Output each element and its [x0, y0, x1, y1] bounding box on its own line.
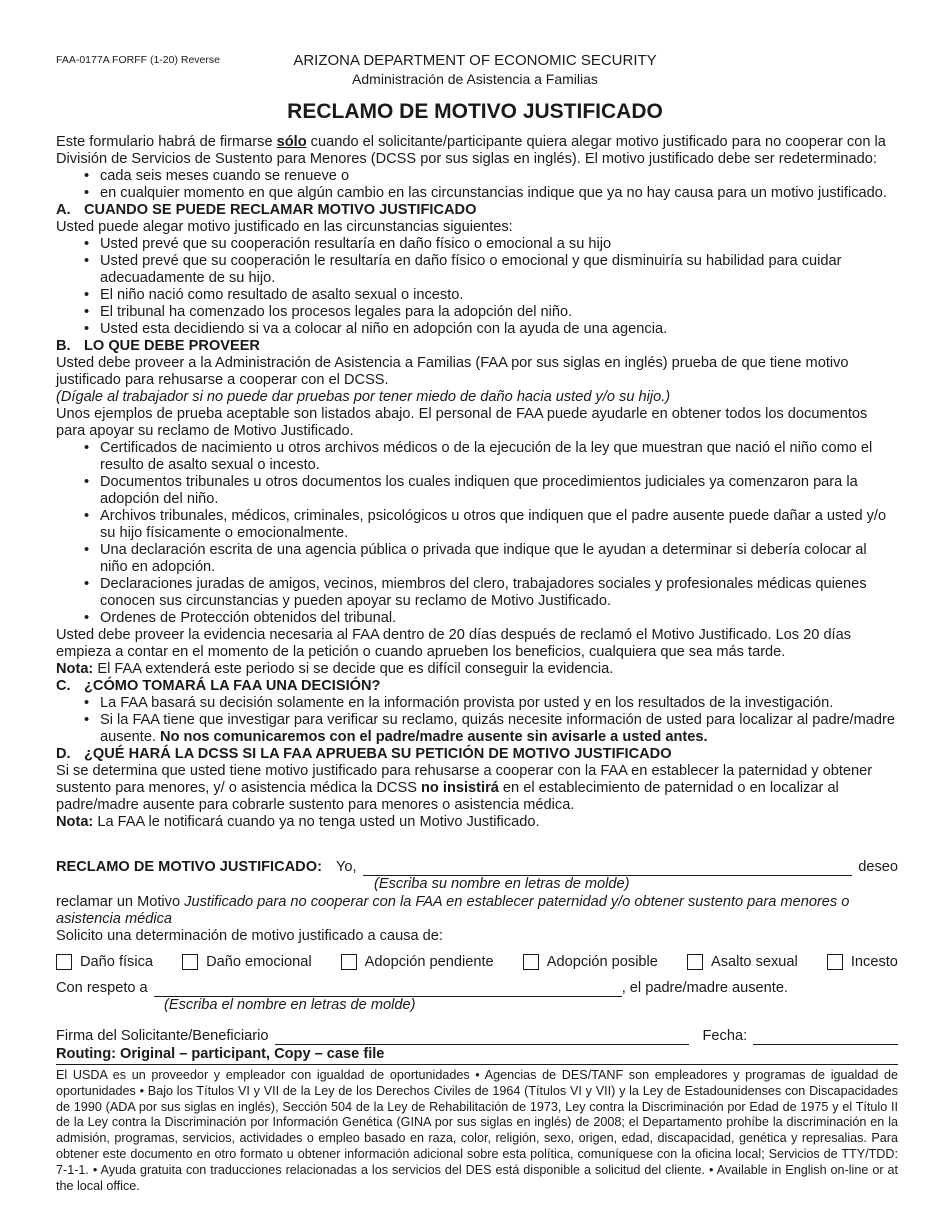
checkbox[interactable] [523, 954, 539, 970]
section-b-p3: Unos ejemplos de prueba aceptable son listados abajo. El personal de FAA puede ayudarle en obtener todos los documentos para apoyar su reclamo de Motivo Justificado. [56, 406, 868, 439]
page-title: RECLAMO DE MOTIVO JUSTIFICADO [287, 100, 663, 123]
option-adopcion-pendiente[interactable]: Adopción pendiente [341, 954, 494, 971]
section-b-list [56, 440, 898, 627]
list-item: • Usted prevé que su cooperación le resultaría en daño físico o emocional y que disminuiría su habilidad para cuidar adecuadamente de su hijo. [84, 253, 898, 287]
absent-parent-field[interactable] [154, 980, 622, 997]
respect-row [56, 979, 898, 997]
yo-label: Yo, [335, 859, 357, 875]
list-item: • Documentos tribunales u otros documentos los cuales indiquen que procedimientos judiciales ya comenzaron para la adopción del niño. [84, 474, 898, 508]
section-b-p1: Usted debe proveer a la Administración de Asistencia a Familias (FAA por sus siglas en inglés) prueba de que tiene motivo justificado para rehusarse a cooperar con el DCSS. [56, 355, 849, 388]
section-b-p4: Usted debe proveer la evidencia necesaria al FAA dentro de 20 días después de reclamó el Motivo Justificado. Los 20 días empieza a contar en el momento de la petición o cuando aprueben los beneficios, cualquiera que sea más tarde. [56, 627, 852, 660]
list-item: • Archivos tribunales, médicos, criminales, psicológicos u otros que indiquen que el padre ausente puede dañar a usted y/o su hijo físicamente o emocionalmente. [84, 508, 898, 542]
section-b-p2: (Dígale al trabajador si no puede dar pruebas por tener miedo de daño hacia usted y/o su hijo.) [56, 389, 671, 405]
name-hint: (Escriba su nombre en letras de molde) [374, 876, 630, 892]
reason-checkboxes [56, 951, 898, 973]
option-asalto-sexual[interactable]: Asalto sexual [687, 954, 798, 971]
section-b-heading: B. LO QUE DEBE PROVEER [56, 338, 260, 354]
absent-hint: (Escriba el nombre en letras de molde) [164, 997, 416, 1013]
division-name: Administración de Asistencia a Familias [352, 71, 598, 87]
list-item: • Ordenes de Protección obtenidos del tribunal. [84, 610, 898, 627]
claim-label: RECLAMO DE MOTIVO JUSTIFICADO: [56, 859, 322, 875]
date-field[interactable] [753, 1028, 898, 1045]
form-id: FAA-0177A FORFF (1-20) Reverse [56, 54, 220, 66]
checkbox[interactable] [687, 954, 703, 970]
signature-row [56, 1027, 898, 1045]
list-item: • El tribunal ha comenzado los procesos legales para la adopción del niño. [84, 304, 898, 321]
footer-notice: El USDA es un proveedor y empleador con igualdad de oportunidades • Agencias de DES/TANF son empleadores y programas de igualdad de oportunidades • Bajo los Títulos VI y VII de la Ley de los Derechos Civiles de 1964 (Títulos VI y VII) y la Ley de Estadounidenses con Discapacidades de 1990 (ADA por sus siglas en inglés), Sección 504 de la Ley de Rehabilitación de 1973, Ley contra la Discriminación por Edad de 1975 y el Título II de la Ley contra la Discriminación por Información Genética (GINA por sus siglas en inglés) de 2008; el Departamento prohíbe la discriminación en la admisión, programas, servicios, actividades o empleo basado en raza, color, religión, sexo, origen, edad, discapacidad, genética y represalias. Para obtener este documento en otro formato u obtener información adicional sobre esta política, comuníquese con la oficina local; Servicios de TTY/TDD: 7-1-1. • Ayuda gratuita con traducciones relacionadas a los servicios del DES está disponible a solicitud del cliente. • Available in English on-line or at the local office. [56, 1068, 898, 1193]
signature-label: Firma del Solicitante/Beneficiario [56, 1028, 269, 1044]
section-d-note: Nota: La FAA le notificará cuando ya no tenga usted un Motivo Justificado. [56, 814, 540, 830]
reclaim-text: reclamar un Motivo Justificado para no cooperar con la FAA en establecer paternidad y/o obtener sustento para menores o asistencia médica [56, 894, 850, 927]
signature-field[interactable] [275, 1028, 689, 1045]
list-item: • Usted esta decidiendo si va a colocar al niño en adopción con la ayuda de una agencia. [84, 321, 898, 338]
department-name: ARIZONA DEPARTMENT OF ECONOMIC SECURITY [293, 52, 657, 69]
respect-label: Con respeto a [56, 980, 148, 996]
intro-paragraph: Este formulario habrá de firmarse sólo cuando el solicitante/participante quiera alegar motivo justificado para no cooperar con la División de Servicios de Sustento para Menores (DCSS por sus siglas en inglés). El motivo justificado debe ser redeterminado: [56, 134, 886, 167]
option-dano-fisica[interactable]: Daño física [56, 954, 153, 971]
routing-note: Routing: Original – participant, Copy – case file [56, 1046, 898, 1065]
list-item: • Certificados de nacimiento u otros archivos médicos o de la ejecución de la ley que muestran que nació el niño como el resulto de asalto sexual o incesto. [84, 440, 898, 474]
date-label: Fecha: [702, 1028, 748, 1044]
request-text: Solicito una determinación de motivo justificado a causa de: [56, 928, 443, 944]
option-incesto[interactable]: Incesto [827, 954, 898, 971]
section-a-lead: Usted puede alegar motivo justificado en las circunstancias siguientes: [56, 219, 513, 235]
list-item: • cada seis meses cuando se renueve o [84, 168, 898, 185]
list-item: • Si la FAA tiene que investigar para verificar su reclamo, quizás necesite información de usted para localizar al padre/madre ausente. No nos comunicaremos con el padre/madre ausente sin avisarle a usted antes. [84, 712, 898, 746]
list-item: • El niño nació como resultado de asalto sexual o incesto. [84, 287, 898, 304]
department-header [240, 52, 710, 88]
list-item: • Usted prevé que su cooperación resultaría en daño físico o emocional a su hijo [84, 236, 898, 253]
option-dano-emocional[interactable]: Daño emocional [182, 954, 311, 971]
list-item: • en cualquier momento en que algún cambio en las circunstancias indique que ya no hay causa para un motivo justificado. [84, 185, 898, 202]
name-row [56, 858, 898, 876]
checkbox[interactable] [341, 954, 357, 970]
section-d-heading: D. ¿QUÉ HARÁ LA DCSS SI LA FAA APRUEBA SU PETICIÓN DE MOTIVO JUSTIFICADO [56, 746, 672, 762]
option-adopcion-posible[interactable]: Adopción posible [523, 954, 658, 971]
absent-parent-label: , el padre/madre ausente. [621, 980, 788, 996]
checkbox[interactable] [182, 954, 198, 970]
section-a-list [56, 236, 898, 338]
form-body [56, 134, 898, 831]
checkbox[interactable] [56, 954, 72, 970]
intro-list [56, 168, 898, 202]
section-c-list [56, 695, 898, 746]
section-a-heading: A. CUANDO SE PUEDE RECLAMAR MOTIVO JUSTIFICADO [56, 202, 477, 218]
list-item: • Declaraciones juradas de amigos, vecinos, miembros del clero, trabajadores sociales y profesionales médicas quienes conocen sus circunstancias y pueden apoyar su reclamo de Motivo Justificado. [84, 576, 898, 610]
name-field[interactable] [363, 859, 853, 876]
list-item: • La FAA basará su decisión solamente en la información provista por usted y en los resultados de la investigación. [84, 695, 898, 712]
checkbox[interactable] [827, 954, 843, 970]
section-c-heading: C. ¿CÓMO TOMARÁ LA FAA UNA DECISIÓN? [56, 678, 381, 694]
deseo-label: deseo [858, 859, 898, 875]
section-d-p1: Si se determina que usted tiene motivo justificado para rehusarse a cooperar con la FAA en establecer la paternidad y obtener sustento para menores, y/ o asistencia médica la DCSS no insistirá en el establecimiento de paternidad o en localizar al padre/madre ausente para cobrarle sustento para menores o asistencia médica. [56, 763, 873, 813]
list-item: • Una declaración escrita de una agencia pública o privada que indique que le ayudan a determinar si debería colocar al niño en adopción. [84, 542, 898, 576]
claim-form [56, 858, 898, 1045]
section-b-note: Nota: El FAA extenderá este periodo si se decide que es difícil conseguir la evidencia. [56, 661, 614, 677]
